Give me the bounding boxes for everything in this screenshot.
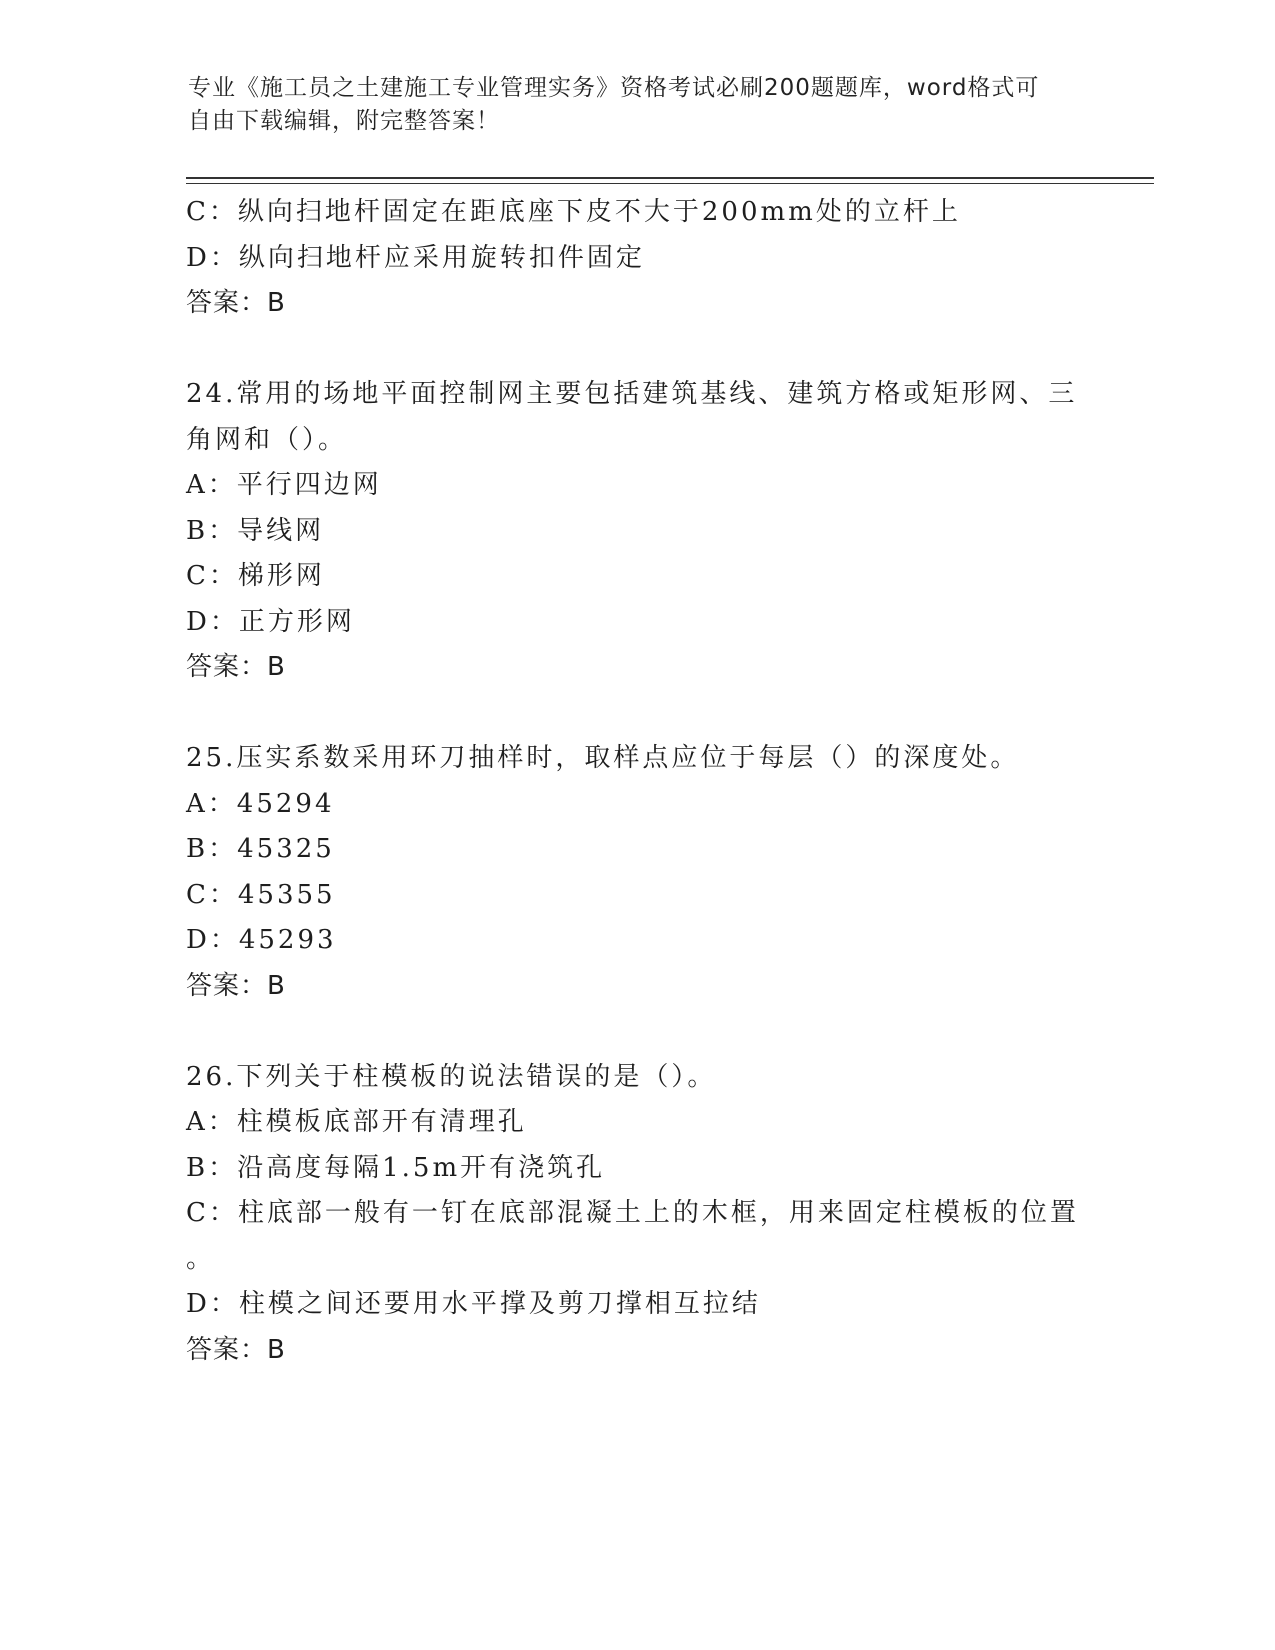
option-d: D：柱模之间还要用水平撑及剪刀撑相互拉结 [186,1289,761,1319]
document-body [186,190,1086,1373]
header-line-1: 专业《施工员之土建施工专业管理实务》资格考试必刷200题题库，word格式可 [188,75,1040,101]
question-stem-continued: 角网和（）。 [186,424,348,455]
option-d: D：正方形网 [186,606,355,637]
option-c: C：柱底部一般有一钉在底部混凝土上的木框，用来固定柱模板的位置 [186,1198,1079,1228]
spacer [186,1009,1086,1055]
option-a: A：45294 [186,788,335,819]
option-b: B：导线网 [186,515,325,546]
question-stem: 25.压实系数采用环刀抽样时，取样点应位于每层（）的深度处。 [186,743,1020,773]
question-stem: 26.下列关于柱模板的说法错误的是（）。 [186,1061,717,1092]
question-24 [186,372,1086,691]
previous-question-tail [186,190,1086,327]
spacer [186,327,1086,373]
answer: 答案：B [186,652,286,682]
option-c: C：梯形网 [186,561,325,591]
question-25 [186,736,1086,1009]
option-c: C：45355 [186,879,336,910]
answer: 答案：B [186,288,286,318]
option-b: B：45325 [186,834,335,864]
document-header [188,72,1088,138]
header-line-2: 自由下载编辑，附完整答案！ [188,108,500,134]
option-b: B：沿高度每隔1.5m开有浇筑孔 [186,1152,606,1183]
header-divider-thin [186,183,1154,184]
question-26 [186,1055,1086,1374]
spacer [186,691,1086,737]
option-d: D：纵向扫地杆应采用旋转扣件固定 [186,242,645,273]
option-d: D：45293 [186,925,337,955]
question-stem: 24.常用的场地平面控制网主要包括建筑基线、建筑方格或矩形网、三 [186,379,1078,409]
option-a: A：柱模板底部开有清理孔 [186,1107,527,1137]
header-divider-thick [186,177,1154,179]
option-a: A：平行四边网 [186,470,382,500]
answer: 答案：B [186,970,286,1001]
answer: 答案：B [186,1334,286,1365]
option-c-continued: 。 [186,1243,216,1274]
option-c: C：纵向扫地杆固定在距底座下皮不大于200mm处的立杆上 [186,197,961,227]
